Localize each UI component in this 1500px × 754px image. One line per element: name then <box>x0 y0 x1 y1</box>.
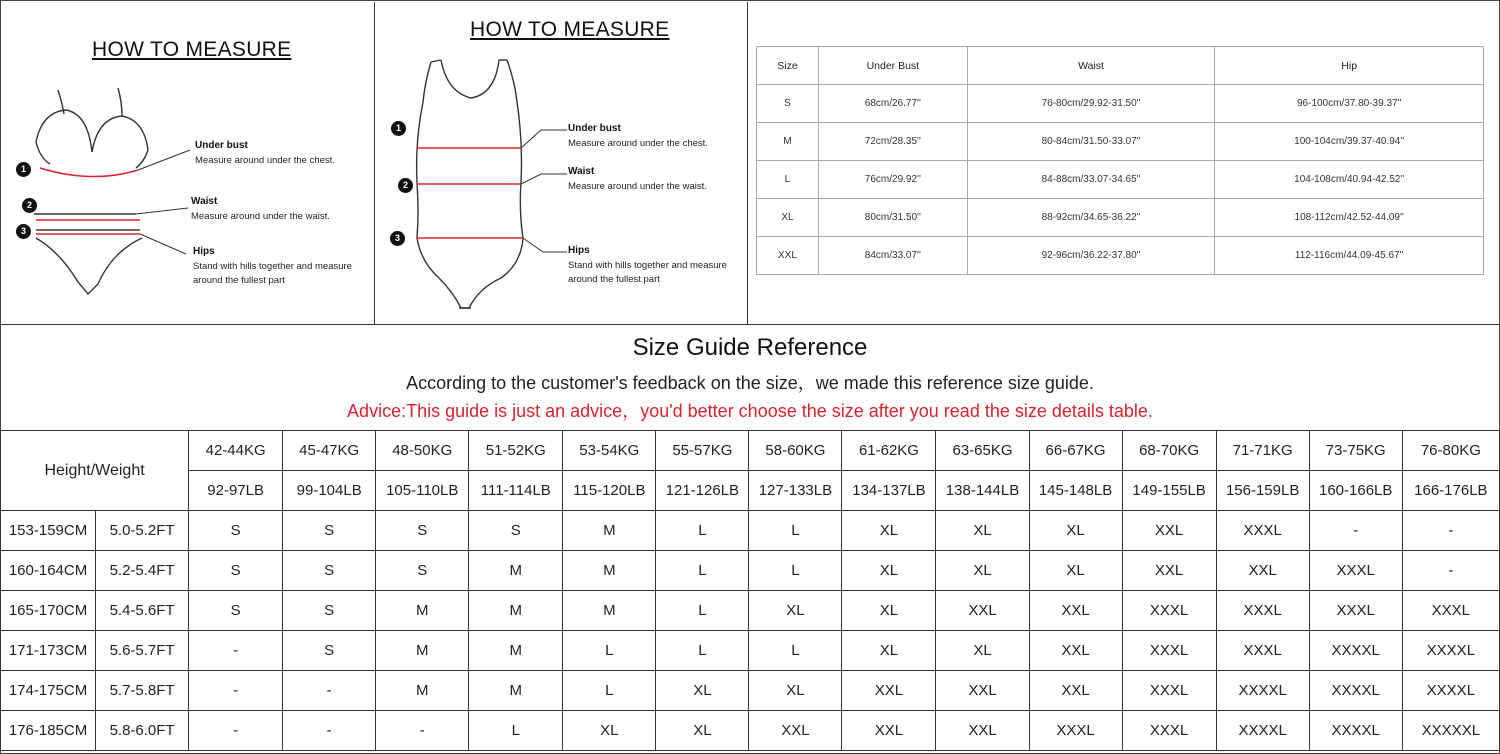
size-cell: L <box>563 671 656 711</box>
size-guide-advice: Advice:This guide is just an advice，you'd better choose the size after you read the size details table. <box>347 401 1153 421</box>
size-cell: M <box>563 511 656 551</box>
section-divider <box>0 324 1500 325</box>
size-cell: XL <box>842 551 936 591</box>
height-ft-cell: 5.4-5.6FT <box>96 591 189 631</box>
height-cm-cell: 165-170CM <box>1 591 96 631</box>
size-cell: XXL <box>1122 551 1216 591</box>
swimsuit-waist-title: Waist <box>568 166 595 177</box>
size-cell: - <box>1309 511 1402 551</box>
measurement-row <box>757 123 1484 161</box>
marker-2-icon: 2 <box>22 198 37 213</box>
measurement-row <box>757 199 1484 237</box>
measurement-cell: 84-88cm/33.07-34.65'' <box>967 161 1215 199</box>
measurement-header-cell: Under Bust <box>818 47 967 85</box>
size-cell: - <box>283 671 376 711</box>
swimsuit-hips-desc-1: Stand with hills together and measure <box>568 260 727 271</box>
size-cell: S <box>376 511 469 551</box>
height-ft-cell: 5.7-5.8FT <box>96 671 189 711</box>
size-cell: S <box>189 511 283 551</box>
measurement-cell: M <box>757 123 819 161</box>
size-cell: XXL <box>936 711 1029 751</box>
weight-kg-header: 58-60KG <box>749 431 842 471</box>
bikini-hips-desc-2: around the fullest part <box>193 275 285 286</box>
measurement-cell: 92-96cm/36.22-37.80'' <box>967 237 1215 275</box>
measurement-cell: 68cm/26.77'' <box>818 85 967 123</box>
height-ft-cell: 5.0-5.2FT <box>96 511 189 551</box>
measurement-row <box>757 85 1484 123</box>
size-cell: M <box>469 631 563 671</box>
size-cell: XL <box>936 631 1029 671</box>
weight-lb-header: 145-148LB <box>1029 471 1122 511</box>
size-cell: XL <box>842 631 936 671</box>
size-cell: S <box>283 591 376 631</box>
measurement-cell: 104-108cm/40.94-42.52'' <box>1215 161 1484 199</box>
swimsuit-hips-desc-2: around the fullest part <box>568 274 660 285</box>
weight-kg-header: 63-65KG <box>936 431 1029 471</box>
size-cell: S <box>189 591 283 631</box>
size-guide-subtitle: According to the customer's feedback on the size，we made this reference size guide. <box>406 373 1094 393</box>
size-cell: M <box>376 591 469 631</box>
size-cell: XXL <box>749 711 842 751</box>
measurement-cell: XXL <box>757 237 819 275</box>
size-cell: XXXL <box>1122 711 1216 751</box>
marker-1-icon: 1 <box>16 162 31 177</box>
size-cell: XXL <box>842 711 936 751</box>
size-cell: XXL <box>842 671 936 711</box>
weight-lb-header: 160-166LB <box>1309 471 1402 511</box>
size-cell: XXL <box>1029 631 1122 671</box>
size-cell: - <box>1402 551 1499 591</box>
measurement-row <box>757 161 1484 199</box>
size-cell: XXXXL <box>1402 631 1499 671</box>
size-cell: M <box>563 551 656 591</box>
measurement-cell: 76cm/29.92'' <box>818 161 967 199</box>
size-cell: L <box>749 551 842 591</box>
size-cell: L <box>656 631 749 671</box>
weight-lb-header: 92-97LB <box>189 471 283 511</box>
size-cell: XXXXL <box>1216 671 1309 711</box>
height-weight-corner-label: Height/Weight <box>1 431 189 511</box>
size-cell: S <box>283 631 376 671</box>
measurement-cell: 80-84cm/31.50-33.07'' <box>967 123 1215 161</box>
bikini-under-bust-desc: Measure around under the chest. <box>195 155 335 166</box>
table-row <box>1 511 1500 551</box>
size-cell: XL <box>842 511 936 551</box>
marker-3-icon: 3 <box>390 231 405 246</box>
size-cell: L <box>656 511 749 551</box>
size-cell: S <box>376 551 469 591</box>
weight-lb-header: 134-137LB <box>842 471 936 511</box>
size-cell: XL <box>749 671 842 711</box>
weight-kg-header: 71-71KG <box>1216 431 1309 471</box>
swimsuit-illustration <box>375 2 748 324</box>
size-cell: M <box>469 591 563 631</box>
size-cell: XL <box>1029 551 1122 591</box>
height-cm-cell: 176-185CM <box>1 711 96 751</box>
weight-kg-header: 76-80KG <box>1402 431 1499 471</box>
bikini-measure-title: HOW TO MEASURE <box>92 38 292 61</box>
measurement-header-cell: Size <box>757 47 819 85</box>
size-cell: XXXL <box>1216 511 1309 551</box>
weight-kg-header: 73-75KG <box>1309 431 1402 471</box>
size-cell: M <box>563 591 656 631</box>
swimsuit-hips-title: Hips <box>568 245 590 256</box>
size-cell: - <box>189 711 283 751</box>
size-cell: XXL <box>936 671 1029 711</box>
weight-kg-header: 53-54KG <box>563 431 656 471</box>
size-cell: XL <box>936 511 1029 551</box>
weight-kg-header: 45-47KG <box>283 431 376 471</box>
weight-kg-header: 42-44KG <box>189 431 283 471</box>
weight-lb-header: 156-159LB <box>1216 471 1309 511</box>
measurement-cell: XL <box>757 199 819 237</box>
size-cell: L <box>656 591 749 631</box>
measurement-header-cell: Hip <box>1215 47 1484 85</box>
size-cell: XXXL <box>1122 591 1216 631</box>
measurement-cell: 88-92cm/34.65-36.22'' <box>967 199 1215 237</box>
measurement-cell: 96-100cm/37.80-39.37'' <box>1215 85 1484 123</box>
weight-lb-header: 138-144LB <box>936 471 1029 511</box>
size-cell: XXL <box>1029 671 1122 711</box>
swimsuit-measure-panel <box>375 2 748 324</box>
marker-1-icon: 1 <box>391 121 406 136</box>
weight-kg-header: 68-70KG <box>1122 431 1216 471</box>
size-cell: M <box>376 671 469 711</box>
size-cell: XXXL <box>1309 551 1402 591</box>
measurement-cell: 108-112cm/42.52-44.09'' <box>1215 199 1484 237</box>
weight-kg-header: 66-67KG <box>1029 431 1122 471</box>
bikini-hips-desc-1: Stand with hills together and measure <box>193 261 352 272</box>
table-row <box>1 591 1500 631</box>
size-cell: M <box>469 551 563 591</box>
size-cell: XXL <box>1029 591 1122 631</box>
measurement-cell: 80cm/31.50'' <box>818 199 967 237</box>
size-cell: - <box>376 711 469 751</box>
bikini-waist-title: Waist <box>191 196 218 207</box>
size-cell: L <box>563 631 656 671</box>
measurement-cell: 100-104cm/39.37-40.94'' <box>1215 123 1484 161</box>
weight-lb-row <box>1 471 1500 511</box>
weight-lb-header: 127-133LB <box>749 471 842 511</box>
size-cell: - <box>189 671 283 711</box>
size-cell: M <box>376 631 469 671</box>
size-cell: XXL <box>1122 511 1216 551</box>
measurement-cell: 84cm/33.07'' <box>818 237 967 275</box>
size-cell: S <box>189 551 283 591</box>
size-cell: XXXL <box>1402 591 1499 631</box>
size-cell: XL <box>656 671 749 711</box>
size-cell: - <box>1402 511 1499 551</box>
size-cell: XXXL <box>1122 631 1216 671</box>
measurement-cell: 72cm/28.35'' <box>818 123 967 161</box>
size-guide-title: Size Guide Reference <box>632 334 868 361</box>
swimsuit-waist-desc: Measure around under the waist. <box>568 181 707 192</box>
size-cell: L <box>656 551 749 591</box>
measurement-cell: L <box>757 161 819 199</box>
height-cm-cell: 160-164CM <box>1 551 96 591</box>
bikini-waist-desc: Measure around under the waist. <box>191 211 330 222</box>
weight-kg-header: 51-52KG <box>469 431 563 471</box>
size-cell: XL <box>656 711 749 751</box>
size-cell: L <box>469 711 563 751</box>
table-row <box>1 551 1500 591</box>
swimsuit-under-bust-desc: Measure around under the chest. <box>568 138 708 149</box>
size-cell: - <box>283 711 376 751</box>
size-cell: XXXXL <box>1309 671 1402 711</box>
size-cell: XXL <box>1216 551 1309 591</box>
weight-lb-header: 149-155LB <box>1122 471 1216 511</box>
table-row <box>1 711 1500 751</box>
size-cell: XXXL <box>1309 591 1402 631</box>
measurement-row <box>757 237 1484 275</box>
size-cell: XXXL <box>1216 591 1309 631</box>
size-cell: XXXL <box>1216 631 1309 671</box>
height-ft-cell: 5.6-5.7FT <box>96 631 189 671</box>
size-cell: - <box>189 631 283 671</box>
measurement-cell: 76-80cm/29.92-31.50'' <box>967 85 1215 123</box>
size-cell: XXXXL <box>1309 631 1402 671</box>
weight-lb-header: 105-110LB <box>376 471 469 511</box>
weight-kg-header: 48-50KG <box>376 431 469 471</box>
height-cm-cell: 153-159CM <box>1 511 96 551</box>
size-cell: XL <box>842 591 936 631</box>
weight-lb-header: 115-120LB <box>563 471 656 511</box>
size-cell: XXL <box>936 591 1029 631</box>
table-row <box>1 671 1500 711</box>
size-cell: XXXXXL <box>1402 711 1499 751</box>
bikini-hips-title: Hips <box>193 246 215 257</box>
weight-kg-row <box>1 431 1500 471</box>
height-cm-cell: 171-173CM <box>1 631 96 671</box>
bikini-measure-panel <box>0 2 375 324</box>
marker-3-icon: 3 <box>16 224 31 239</box>
size-cell: XL <box>936 551 1029 591</box>
size-cell: XXXL <box>1029 711 1122 751</box>
size-cell: XXXL <box>1122 671 1216 711</box>
size-cell: XL <box>749 591 842 631</box>
size-cell: L <box>749 631 842 671</box>
height-ft-cell: 5.2-5.4FT <box>96 551 189 591</box>
size-cell: S <box>283 511 376 551</box>
measurement-header-row <box>757 47 1484 85</box>
weight-lb-header: 166-176LB <box>1402 471 1499 511</box>
weight-lb-header: 111-114LB <box>469 471 563 511</box>
size-cell: XXXXL <box>1309 711 1402 751</box>
size-cell: XL <box>563 711 656 751</box>
size-cell: XXXXL <box>1216 711 1309 751</box>
size-cell: S <box>469 511 563 551</box>
weight-kg-header: 61-62KG <box>842 431 936 471</box>
size-cell: M <box>469 671 563 711</box>
measurement-header-cell: Waist <box>967 47 1215 85</box>
size-cell: S <box>283 551 376 591</box>
weight-lb-header: 99-104LB <box>283 471 376 511</box>
measurement-cell: 112-116cm/44.09-45.67'' <box>1215 237 1484 275</box>
measurement-cell: S <box>757 85 819 123</box>
size-guide-table <box>0 430 1500 751</box>
height-ft-cell: 5.8-6.0FT <box>96 711 189 751</box>
swimsuit-measure-title: HOW TO MEASURE <box>470 18 670 41</box>
weight-kg-header: 55-57KG <box>656 431 749 471</box>
size-cell: XL <box>1029 511 1122 551</box>
size-cell: L <box>749 511 842 551</box>
height-cm-cell: 174-175CM <box>1 671 96 711</box>
swimsuit-under-bust-title: Under bust <box>568 123 621 134</box>
bikini-under-bust-title: Under bust <box>195 140 248 151</box>
marker-2-icon: 2 <box>398 178 413 193</box>
weight-lb-header: 121-126LB <box>656 471 749 511</box>
size-cell: XXXXL <box>1402 671 1499 711</box>
table-row <box>1 631 1500 671</box>
measurement-table <box>756 46 1484 275</box>
